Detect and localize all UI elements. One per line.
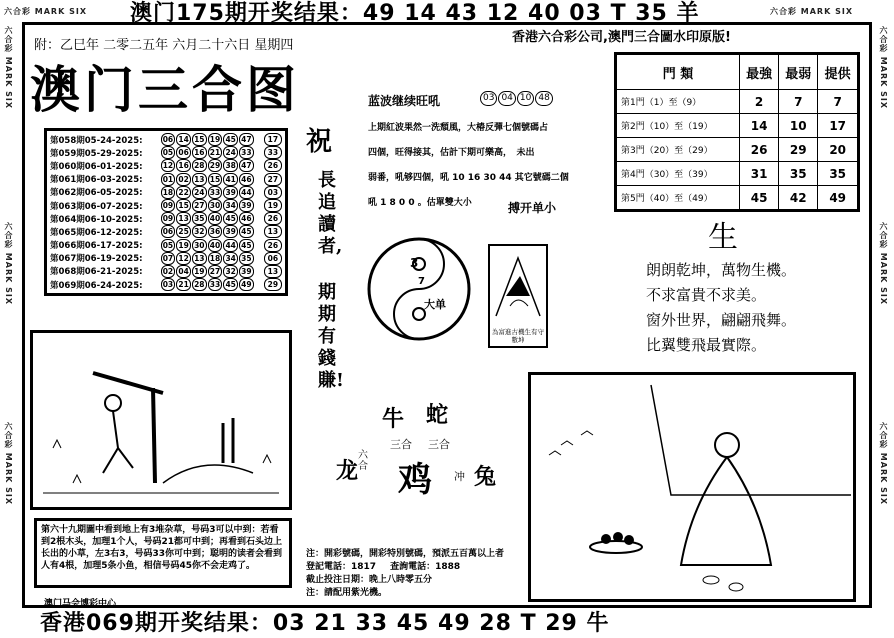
history-row <box>50 225 282 238</box>
history-ball: 07 <box>161 252 176 265</box>
stats-category: 第1門（1）至（9） <box>616 90 740 114</box>
history-ball: 19 <box>208 133 223 146</box>
history-ball: 45 <box>223 212 238 225</box>
zodiac-rabbit: 兔 <box>474 465 497 490</box>
left-band <box>0 22 18 610</box>
info-line-1: 注：開彩號碼，開彩特別號碼，預派五百萬以上者 <box>306 549 505 559</box>
zodiac-sanhe-2: 三合 <box>428 438 450 451</box>
prediction-ball: 10 <box>517 91 534 106</box>
poem-char: 生 <box>708 220 738 255</box>
history-ball: 09 <box>161 199 176 212</box>
history-row <box>50 186 282 199</box>
stats-max: 31 <box>740 162 779 186</box>
history-period: 第058期05-24-2025: <box>50 135 143 146</box>
stats-category: 第3門（20）至（29） <box>616 138 740 162</box>
stats-category: 第5門（40）至（49） <box>616 186 740 211</box>
blessing-line-2: 期期有錢賺! <box>318 282 344 391</box>
history-special-ball: 26 <box>264 159 282 172</box>
history-ball: 18 <box>208 252 223 265</box>
history-special-ball: 03 <box>264 186 282 199</box>
history-ball: 45 <box>239 239 254 252</box>
info-block <box>306 548 504 600</box>
history-ball: 02 <box>176 173 191 186</box>
stats-max: 2 <box>740 90 779 114</box>
history-ball: 18 <box>161 186 176 199</box>
right-band-pattern-2: 六合彩 MARK SIX <box>879 222 888 305</box>
draw-history-table <box>44 128 288 296</box>
history-period: 第061期06-03-2025: <box>50 175 143 186</box>
history-ball: 06 <box>161 133 176 146</box>
left-illustration <box>30 330 292 510</box>
story-label: 澳门马会博彩中心 <box>44 599 117 609</box>
history-special-ball: 19 <box>264 199 282 212</box>
prediction-hint-tail: 搏开单小 <box>508 201 557 215</box>
stats-give: 17 <box>818 114 859 138</box>
bird-drawing <box>490 246 546 324</box>
history-ball: 03 <box>161 278 176 291</box>
stats-category: 第2門（10）至（19） <box>616 114 740 138</box>
history-period: 第059期05-29-2025: <box>50 148 143 159</box>
info-deadline: 截止投注日期：晚上八時零五分 <box>306 575 433 585</box>
left-band-pattern-2: 六合彩 MARK SIX <box>4 222 13 305</box>
history-ball: 45 <box>223 278 238 291</box>
prediction-hint-line: 上期紅波果然一洗頹風，大椿反彈七個號碼占 <box>368 123 549 133</box>
stats-max: 45 <box>740 186 779 211</box>
stats-table <box>614 52 860 212</box>
history-ball: 12 <box>176 252 191 265</box>
history-period: 第067期06-19-2025: <box>50 254 143 265</box>
yinyang-number-1: 3 <box>410 256 419 270</box>
history-period: 第068期06-21-2025: <box>50 267 143 278</box>
stats-row <box>616 90 859 114</box>
history-row <box>50 159 282 172</box>
history-special-ball: 26 <box>264 212 282 225</box>
zodiac-ox: 牛 <box>382 407 405 432</box>
yinyang-number-2: 7 <box>418 276 425 287</box>
history-ball: 30 <box>208 199 223 212</box>
right-band-pattern: 六合彩 MARK SIX <box>879 26 888 109</box>
history-ball: 39 <box>239 265 254 278</box>
history-ball: 34 <box>223 252 238 265</box>
history-ball: 24 <box>192 186 207 199</box>
history-ball: 35 <box>192 212 207 225</box>
prediction-heading: 蓝波继续旺吼 <box>368 94 441 108</box>
history-row <box>50 278 282 291</box>
stats-give: 49 <box>818 186 859 211</box>
history-ball: 13 <box>176 212 191 225</box>
zodiac-dragon: 龙 <box>336 459 359 484</box>
yinyang-graphic <box>366 236 472 342</box>
zodiac-liuhe: 六合 <box>358 450 368 472</box>
history-row <box>50 239 282 252</box>
history-ball: 39 <box>223 186 238 199</box>
history-ball: 40 <box>208 212 223 225</box>
history-ball: 32 <box>223 265 238 278</box>
history-ball: 41 <box>223 173 238 186</box>
prediction-hint-line: 四個，旺得接其，估計下期可樂高， 未出 <box>368 148 535 158</box>
zodiac-rooster: 鸡 <box>398 460 432 500</box>
history-period: 第066期06-17-2025: <box>50 241 143 252</box>
history-special-ball: 17 <box>264 133 282 146</box>
prediction-hint <box>368 116 606 216</box>
blessing-line-1: 長追讀者, <box>318 170 343 257</box>
right-band-pattern-3: 六合彩 MARK SIX <box>879 422 888 505</box>
info-phone-row <box>306 561 504 574</box>
history-ball: 45 <box>223 133 238 146</box>
history-row <box>50 173 282 186</box>
blessing-first-char: 祝 <box>306 127 333 157</box>
history-ball: 32 <box>192 225 207 238</box>
zodiac-chong: 冲 <box>454 470 465 483</box>
history-ball: 01 <box>161 173 176 186</box>
history-ball: 44 <box>239 186 254 199</box>
prediction-hint-line: 弱番，吼够四個，吼 10 16 30 44 其它號碼二個 <box>368 173 569 183</box>
history-ball: 34 <box>223 199 238 212</box>
history-ball: 28 <box>192 278 207 291</box>
stats-max: 26 <box>740 138 779 162</box>
stats-min: 35 <box>779 162 818 186</box>
history-ball: 15 <box>192 133 207 146</box>
stats-row <box>616 114 859 138</box>
history-ball: 40 <box>208 239 223 252</box>
history-ball: 22 <box>176 186 191 199</box>
history-ball: 12 <box>161 159 176 172</box>
history-special-ball: 27 <box>264 173 282 186</box>
bottom-result-headline: 香港069期开奖结果：03 21 33 45 49 28 T 29 牛 <box>40 611 610 636</box>
poem <box>646 258 796 358</box>
prediction-hint-line: 吼 1 8 0 0 。估單雙大小 <box>368 198 472 208</box>
history-ball: 06 <box>161 225 176 238</box>
company-line: 香港六合彩公司,澳門三合圖水印原版! <box>512 30 731 45</box>
stats-header-give: 提供 <box>818 54 859 90</box>
history-row <box>50 212 282 225</box>
left-illustration-drawing <box>33 333 289 507</box>
stats-give: 20 <box>818 138 859 162</box>
history-ball: 27 <box>208 265 223 278</box>
history-period: 第069期06-24-2025: <box>50 280 143 291</box>
stats-row <box>616 186 859 211</box>
history-special-ball: 06 <box>264 252 282 265</box>
stats-category: 第4門（30）至（39） <box>616 162 740 186</box>
poem-line: 窗外世界，翩翩飛舞。 <box>646 311 797 329</box>
right-illustration-drawing <box>531 375 853 599</box>
right-illustration <box>528 372 856 602</box>
info-note: 注：請配用紫光機。 <box>306 588 388 598</box>
history-special-ball: 33 <box>264 146 282 159</box>
stats-give: 7 <box>818 90 859 114</box>
stats-header-max: 最強 <box>740 54 779 90</box>
history-period: 第062期06-05-2025: <box>50 188 143 199</box>
blessing <box>306 128 346 156</box>
history-ball: 35 <box>239 252 254 265</box>
history-ball: 38 <box>223 159 238 172</box>
band-pattern-right: 六合彩 MARK SIX <box>770 7 853 16</box>
poem-line: 朗朗乾坤，萬物生機。 <box>646 261 797 279</box>
history-ball: 05 <box>161 146 176 159</box>
stats-max: 14 <box>740 114 779 138</box>
zodiac-sanhe-1: 三合 <box>390 438 412 451</box>
stats-min: 29 <box>779 138 818 162</box>
history-period: 第065期06-12-2025: <box>50 227 143 238</box>
history-ball: 33 <box>239 146 254 159</box>
info-reg-phone: 登記電話：1817 <box>306 562 377 572</box>
poem-line: 不求富貴不求美。 <box>646 286 767 304</box>
history-ball: 06 <box>176 146 191 159</box>
stats-min: 10 <box>779 114 818 138</box>
yinyang-label: 大单 <box>424 298 446 311</box>
history-ball: 46 <box>239 173 254 186</box>
history-ball: 05 <box>161 239 176 252</box>
history-ball: 13 <box>192 252 207 265</box>
history-ball: 28 <box>192 159 207 172</box>
left-band-pattern-3: 六合彩 MARK SIX <box>4 422 13 505</box>
history-ball: 47 <box>239 159 254 172</box>
date-line: 附：乙巳年 二零二五年 六月二十六日 星期四 <box>34 38 294 53</box>
history-ball: 27 <box>192 199 207 212</box>
poem-line: 比翼雙飛最實際。 <box>646 336 767 354</box>
history-ball: 02 <box>161 265 176 278</box>
history-period: 第060期06-01-2025: <box>50 161 143 172</box>
zodiac-snake: 蛇 <box>426 403 449 428</box>
history-ball: 16 <box>176 159 191 172</box>
prediction-ball: 48 <box>535 91 552 106</box>
history-ball: 19 <box>176 239 191 252</box>
stats-min: 42 <box>779 186 818 211</box>
history-ball: 24 <box>223 146 238 159</box>
history-row <box>50 265 282 278</box>
history-row <box>50 199 282 212</box>
history-ball: 49 <box>239 278 254 291</box>
left-band-pattern: 六合彩 MARK SIX <box>4 26 13 109</box>
stats-give: 35 <box>818 162 859 186</box>
history-ball: 47 <box>239 133 254 146</box>
history-ball: 21 <box>208 146 223 159</box>
prediction-ball: 03 <box>480 91 497 106</box>
history-special-ball: 13 <box>264 225 282 238</box>
stats-row <box>616 162 859 186</box>
stats-header-min: 最弱 <box>779 54 818 90</box>
history-ball: 33 <box>208 278 223 291</box>
stats-header-category: 門 類 <box>616 54 740 90</box>
history-ball: 04 <box>176 265 191 278</box>
page-title: 澳门三合图 <box>30 60 300 119</box>
history-ball: 45 <box>239 225 254 238</box>
history-row <box>50 252 282 265</box>
history-special-ball: 13 <box>264 265 282 278</box>
band-pattern-left: 六合彩 MARK SIX <box>4 7 87 16</box>
prediction-ball: 04 <box>498 91 515 106</box>
top-result-headline: 澳门175期开奖结果：49 14 43 12 40 03 T 35 羊 <box>130 1 700 26</box>
history-ball: 46 <box>239 212 254 225</box>
history-ball: 39 <box>239 199 254 212</box>
history-period: 第063期06-07-2025: <box>50 201 143 212</box>
right-band <box>874 22 894 610</box>
history-ball: 15 <box>176 199 191 212</box>
history-special-ball: 29 <box>264 278 282 291</box>
history-ball: 39 <box>223 225 238 238</box>
history-ball: 30 <box>192 239 207 252</box>
history-ball: 25 <box>176 225 191 238</box>
history-ball: 21 <box>176 278 191 291</box>
prediction-balls <box>480 91 553 106</box>
history-ball: 14 <box>176 133 191 146</box>
history-ball: 09 <box>161 212 176 225</box>
history-ball: 29 <box>208 159 223 172</box>
story-box: 第六十九期圖中看到地上有3堆杂草，号码3可以中到：若看到2根木头，加理1个人，号码21都可中到；再看到石头边上长出的小草，左3右3，号码33你可中到；聪明的读者会看到人有4根，加理5条小鱼，相信号码45你不会走鸡了。 <box>34 518 292 588</box>
history-ball: 19 <box>192 265 207 278</box>
stats-row <box>616 138 859 162</box>
history-ball: 33 <box>208 186 223 199</box>
history-ball: 15 <box>208 173 223 186</box>
history-row <box>50 146 282 159</box>
history-period: 第064期06-10-2025: <box>50 214 143 225</box>
history-ball: 13 <box>192 173 207 186</box>
history-row <box>50 133 282 146</box>
history-special-ball: 26 <box>264 239 282 252</box>
history-ball: 36 <box>208 225 223 238</box>
info-query-phone: 查詢電話：1888 <box>390 562 461 572</box>
bird-sketch-caption: 為富進古機生有守數坤 <box>492 328 544 344</box>
history-ball: 16 <box>192 146 207 159</box>
stats-min: 7 <box>779 90 818 114</box>
history-ball: 44 <box>223 239 238 252</box>
